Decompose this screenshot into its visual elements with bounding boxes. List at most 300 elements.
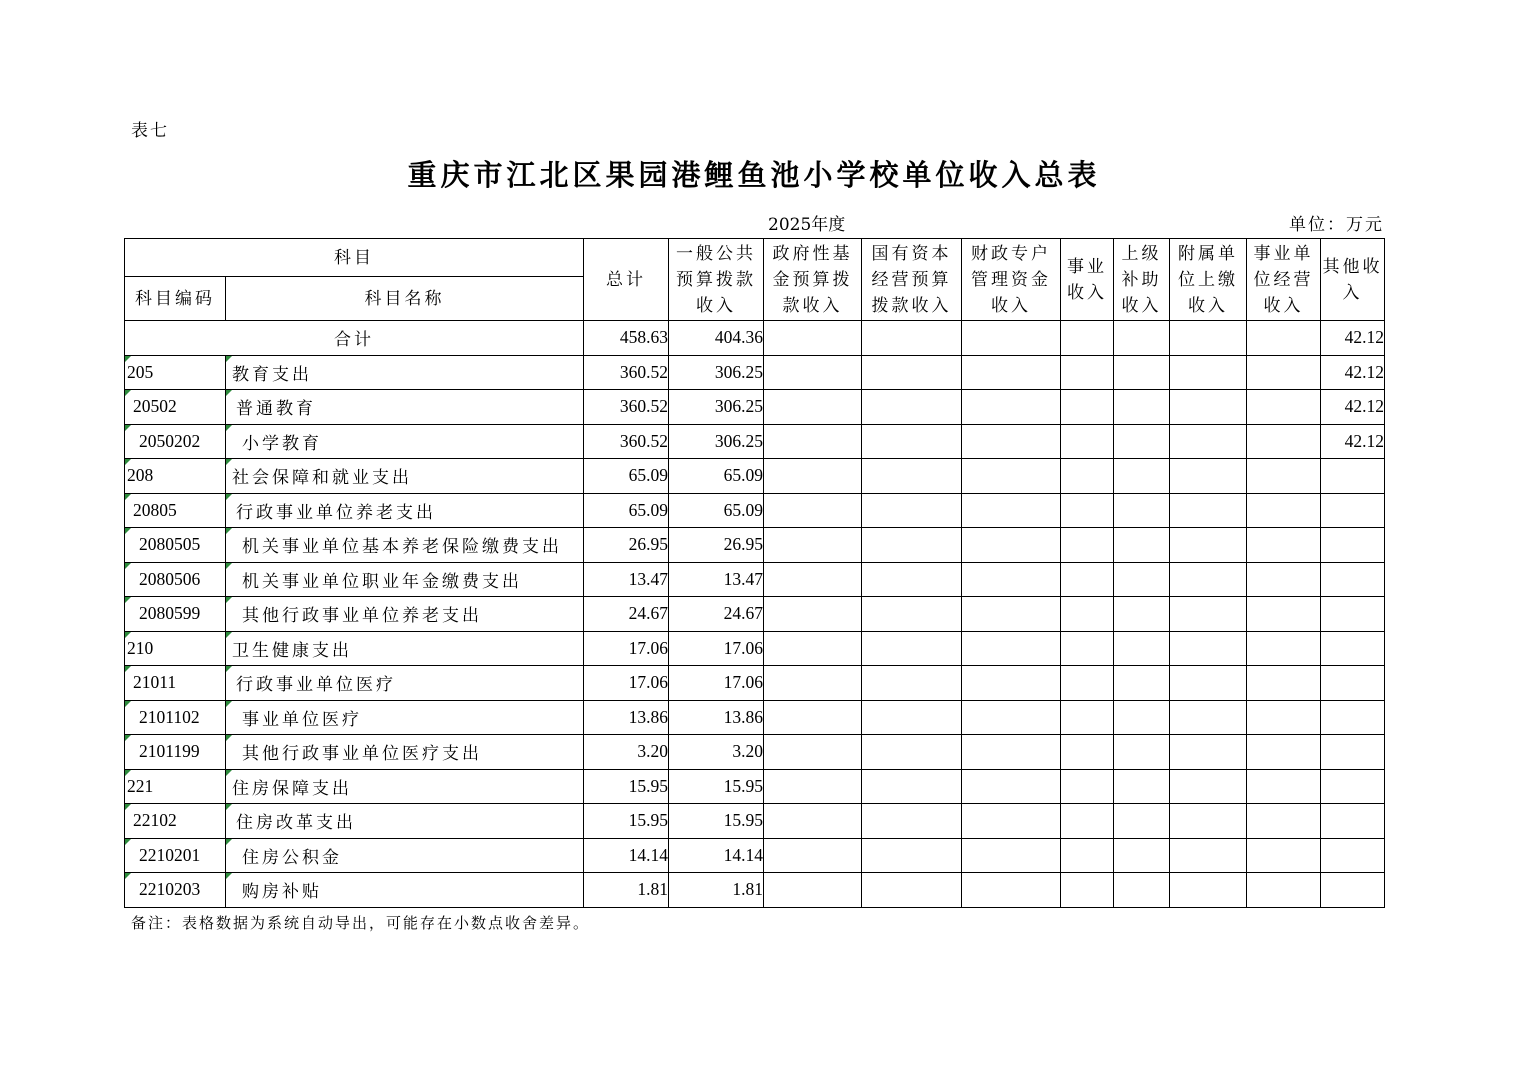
row-affiliated bbox=[1170, 804, 1247, 839]
table-row bbox=[125, 597, 1385, 632]
row-superior-subsidy bbox=[1114, 700, 1170, 735]
row-other bbox=[1321, 493, 1385, 528]
row-name bbox=[226, 459, 584, 494]
row-code-text: 22102 bbox=[133, 810, 177, 831]
row-total: 17.06 bbox=[584, 631, 669, 666]
row-code bbox=[125, 700, 226, 735]
row-fiscal-special bbox=[962, 597, 1061, 632]
row-business bbox=[1061, 528, 1114, 563]
row-code bbox=[125, 769, 226, 804]
row-state-capital bbox=[862, 769, 962, 804]
cell-marker-icon bbox=[125, 666, 131, 672]
row-code bbox=[125, 838, 226, 873]
row-name bbox=[226, 666, 584, 701]
row-state-capital bbox=[862, 459, 962, 494]
row-code-text: 20502 bbox=[133, 396, 177, 417]
row-total: 360.52 bbox=[584, 390, 669, 425]
total-cell-gov-fund bbox=[764, 321, 862, 356]
row-name bbox=[226, 735, 584, 770]
row-code bbox=[125, 424, 226, 459]
row-other bbox=[1321, 666, 1385, 701]
cell-marker-icon bbox=[125, 390, 131, 396]
row-code bbox=[125, 562, 226, 597]
row-name-text: 住房公积金 bbox=[242, 847, 342, 868]
row-total: 17.06 bbox=[584, 666, 669, 701]
row-other bbox=[1321, 528, 1385, 563]
header-subject: 科目 bbox=[125, 239, 584, 277]
row-name bbox=[226, 562, 584, 597]
total-cell-state-capital bbox=[862, 321, 962, 356]
row-code-text: 2101199 bbox=[139, 741, 200, 762]
row-name bbox=[226, 769, 584, 804]
row-fiscal-special bbox=[962, 355, 1061, 390]
table-row bbox=[125, 873, 1385, 908]
row-state-capital bbox=[862, 528, 962, 563]
fiscal-year: 2025年度 bbox=[768, 215, 846, 235]
row-business bbox=[1061, 493, 1114, 528]
row-superior-subsidy bbox=[1114, 597, 1170, 632]
row-affiliated bbox=[1170, 631, 1247, 666]
row-gov-fund bbox=[764, 873, 862, 908]
row-name-text: 事业单位医疗 bbox=[242, 709, 362, 730]
table-row bbox=[125, 528, 1385, 563]
row-gov-fund bbox=[764, 631, 862, 666]
row-state-capital bbox=[862, 597, 962, 632]
total-row bbox=[125, 321, 1385, 356]
row-business bbox=[1061, 666, 1114, 701]
row-affiliated bbox=[1170, 769, 1247, 804]
row-operation bbox=[1247, 735, 1321, 770]
row-code-text: 221 bbox=[127, 775, 154, 796]
row-total: 15.95 bbox=[584, 804, 669, 839]
row-gov-fund bbox=[764, 597, 862, 632]
row-superior-subsidy bbox=[1114, 804, 1170, 839]
row-code-text: 208 bbox=[127, 465, 154, 486]
row-general-budget: 306.25 bbox=[669, 424, 764, 459]
row-code-text: 2080505 bbox=[139, 534, 201, 555]
row-operation bbox=[1247, 769, 1321, 804]
row-fiscal-special bbox=[962, 873, 1061, 908]
row-operation bbox=[1247, 804, 1321, 839]
row-state-capital bbox=[862, 493, 962, 528]
row-superior-subsidy bbox=[1114, 424, 1170, 459]
row-other: 42.12 bbox=[1321, 390, 1385, 425]
row-business bbox=[1061, 873, 1114, 908]
cell-marker-icon bbox=[226, 528, 232, 534]
total-cell-operation bbox=[1247, 321, 1321, 356]
row-code-text: 2080599 bbox=[139, 603, 201, 624]
total-cell-fiscal-special bbox=[962, 321, 1061, 356]
total-label: 合计 bbox=[125, 321, 584, 356]
row-name bbox=[226, 597, 584, 632]
row-affiliated bbox=[1170, 355, 1247, 390]
row-name-text: 普通教育 bbox=[236, 399, 316, 420]
row-general-budget: 13.86 bbox=[669, 700, 764, 735]
row-business bbox=[1061, 562, 1114, 597]
row-other bbox=[1321, 838, 1385, 873]
row-fiscal-special bbox=[962, 390, 1061, 425]
cell-marker-icon bbox=[226, 735, 232, 741]
table-row bbox=[125, 459, 1385, 494]
row-code-text: 20805 bbox=[133, 499, 177, 520]
header-fiscal-special: 财政专户管理资金收入 bbox=[962, 239, 1061, 321]
unit-label: 单位：万元 bbox=[1289, 215, 1384, 235]
row-state-capital bbox=[862, 804, 962, 839]
row-other bbox=[1321, 700, 1385, 735]
income-summary-table bbox=[124, 238, 1385, 908]
row-name-text: 机关事业单位职业年金缴费支出 bbox=[242, 571, 522, 592]
row-general-budget: 13.47 bbox=[669, 562, 764, 597]
row-state-capital bbox=[862, 631, 962, 666]
row-code bbox=[125, 355, 226, 390]
row-name bbox=[226, 631, 584, 666]
row-operation bbox=[1247, 562, 1321, 597]
row-name-text: 行政事业单位医疗 bbox=[236, 675, 396, 696]
row-gov-fund bbox=[764, 424, 862, 459]
header-total: 总计 bbox=[584, 239, 669, 321]
cell-marker-icon bbox=[125, 770, 131, 776]
row-general-budget: 65.09 bbox=[669, 459, 764, 494]
header-business: 事业收入 bbox=[1061, 239, 1114, 321]
row-name-text: 机关事业单位基本养老保险缴费支出 bbox=[242, 537, 562, 558]
row-operation bbox=[1247, 631, 1321, 666]
cell-marker-icon bbox=[226, 459, 232, 465]
table-row bbox=[125, 631, 1385, 666]
row-name-text: 社会保障和就业支出 bbox=[232, 468, 412, 489]
row-total: 14.14 bbox=[584, 838, 669, 873]
row-general-budget: 17.06 bbox=[669, 631, 764, 666]
row-fiscal-special bbox=[962, 424, 1061, 459]
table-row bbox=[125, 424, 1385, 459]
row-name-text: 其他行政事业单位医疗支出 bbox=[242, 744, 482, 765]
row-other bbox=[1321, 735, 1385, 770]
table-row bbox=[125, 700, 1385, 735]
row-code bbox=[125, 528, 226, 563]
row-superior-subsidy bbox=[1114, 769, 1170, 804]
row-other: 42.12 bbox=[1321, 424, 1385, 459]
row-superior-subsidy bbox=[1114, 735, 1170, 770]
row-code-text: 21011 bbox=[133, 672, 177, 693]
row-affiliated bbox=[1170, 390, 1247, 425]
row-operation bbox=[1247, 424, 1321, 459]
row-code bbox=[125, 390, 226, 425]
row-affiliated bbox=[1170, 838, 1247, 873]
row-affiliated bbox=[1170, 873, 1247, 908]
row-total: 360.52 bbox=[584, 355, 669, 390]
table-body bbox=[125, 321, 1385, 908]
row-total: 15.95 bbox=[584, 769, 669, 804]
header-code: 科目编码 bbox=[125, 277, 226, 321]
row-gov-fund bbox=[764, 390, 862, 425]
header-general-budget: 一般公共预算拨款收入 bbox=[669, 239, 764, 321]
row-superior-subsidy bbox=[1114, 666, 1170, 701]
row-state-capital bbox=[862, 838, 962, 873]
row-operation bbox=[1247, 355, 1321, 390]
row-other bbox=[1321, 459, 1385, 494]
row-general-budget: 65.09 bbox=[669, 493, 764, 528]
header-gov-fund: 政府性基金预算拨款收入 bbox=[764, 239, 862, 321]
row-gov-fund bbox=[764, 355, 862, 390]
row-name-text: 其他行政事业单位养老支出 bbox=[242, 606, 482, 627]
cell-marker-icon bbox=[125, 356, 131, 362]
total-cell-superior-subsidy bbox=[1114, 321, 1170, 356]
row-code bbox=[125, 873, 226, 908]
row-general-budget: 3.20 bbox=[669, 735, 764, 770]
row-superior-subsidy bbox=[1114, 562, 1170, 597]
row-superior-subsidy bbox=[1114, 355, 1170, 390]
cell-marker-icon bbox=[226, 632, 232, 638]
row-fiscal-special bbox=[962, 459, 1061, 494]
header-other: 其他收入 bbox=[1321, 239, 1385, 321]
row-name bbox=[226, 838, 584, 873]
row-affiliated bbox=[1170, 700, 1247, 735]
table-row bbox=[125, 493, 1385, 528]
row-operation bbox=[1247, 838, 1321, 873]
row-name-text: 行政事业单位养老支出 bbox=[236, 502, 436, 523]
row-name bbox=[226, 493, 584, 528]
row-general-budget: 14.14 bbox=[669, 838, 764, 873]
row-fiscal-special bbox=[962, 528, 1061, 563]
cell-marker-icon bbox=[125, 597, 131, 603]
cell-marker-icon bbox=[125, 563, 131, 569]
row-fiscal-special bbox=[962, 493, 1061, 528]
row-total: 13.86 bbox=[584, 700, 669, 735]
row-name bbox=[226, 390, 584, 425]
row-gov-fund bbox=[764, 838, 862, 873]
cell-marker-icon bbox=[226, 390, 232, 396]
row-business bbox=[1061, 735, 1114, 770]
cell-marker-icon bbox=[226, 804, 232, 810]
row-code bbox=[125, 735, 226, 770]
row-fiscal-special bbox=[962, 769, 1061, 804]
row-name bbox=[226, 804, 584, 839]
row-total: 3.20 bbox=[584, 735, 669, 770]
row-business bbox=[1061, 804, 1114, 839]
row-total: 65.09 bbox=[584, 493, 669, 528]
row-name-text: 住房保障支出 bbox=[232, 778, 352, 799]
header-operation: 事业单位经营收入 bbox=[1247, 239, 1321, 321]
row-superior-subsidy bbox=[1114, 459, 1170, 494]
total-cell-general-budget: 404.36 bbox=[669, 321, 764, 356]
row-operation bbox=[1247, 459, 1321, 494]
row-total: 65.09 bbox=[584, 459, 669, 494]
row-fiscal-special bbox=[962, 562, 1061, 597]
cell-marker-icon bbox=[226, 666, 232, 672]
table-row bbox=[125, 562, 1385, 597]
row-gov-fund bbox=[764, 735, 862, 770]
row-affiliated bbox=[1170, 597, 1247, 632]
row-fiscal-special bbox=[962, 838, 1061, 873]
row-other bbox=[1321, 769, 1385, 804]
table-number-label: 表七 bbox=[131, 121, 169, 141]
row-gov-fund bbox=[764, 562, 862, 597]
cell-marker-icon bbox=[125, 425, 131, 431]
row-code-text: 210 bbox=[127, 637, 154, 658]
total-cell-other: 42.12 bbox=[1321, 321, 1385, 356]
row-other bbox=[1321, 562, 1385, 597]
row-gov-fund bbox=[764, 666, 862, 701]
cell-marker-icon bbox=[125, 873, 131, 879]
footnote: 备注：表格数据为系统自动导出，可能存在小数点收舍差异。 bbox=[131, 914, 591, 932]
row-general-budget: 15.95 bbox=[669, 769, 764, 804]
row-total: 13.47 bbox=[584, 562, 669, 597]
row-name bbox=[226, 424, 584, 459]
row-total: 24.67 bbox=[584, 597, 669, 632]
row-superior-subsidy bbox=[1114, 390, 1170, 425]
table-row bbox=[125, 769, 1385, 804]
cell-marker-icon bbox=[226, 597, 232, 603]
row-operation bbox=[1247, 700, 1321, 735]
row-state-capital bbox=[862, 700, 962, 735]
row-operation bbox=[1247, 493, 1321, 528]
row-business bbox=[1061, 838, 1114, 873]
row-name bbox=[226, 700, 584, 735]
row-code-text: 2210201 bbox=[139, 844, 201, 865]
row-state-capital bbox=[862, 424, 962, 459]
row-code bbox=[125, 597, 226, 632]
table-row bbox=[125, 390, 1385, 425]
row-affiliated bbox=[1170, 666, 1247, 701]
row-business bbox=[1061, 355, 1114, 390]
row-total: 26.95 bbox=[584, 528, 669, 563]
row-code-text: 2210203 bbox=[139, 879, 201, 900]
row-business bbox=[1061, 424, 1114, 459]
total-cell-total: 458.63 bbox=[584, 321, 669, 356]
row-gov-fund bbox=[764, 700, 862, 735]
row-gov-fund bbox=[764, 459, 862, 494]
row-name bbox=[226, 873, 584, 908]
row-general-budget: 306.25 bbox=[669, 355, 764, 390]
cell-marker-icon bbox=[125, 839, 131, 845]
row-business bbox=[1061, 459, 1114, 494]
header-name: 科目名称 bbox=[226, 277, 584, 321]
row-code bbox=[125, 459, 226, 494]
row-state-capital bbox=[862, 735, 962, 770]
header-affiliated: 附属单位上缴收入 bbox=[1170, 239, 1247, 321]
cell-marker-icon bbox=[125, 804, 131, 810]
row-other bbox=[1321, 873, 1385, 908]
cell-marker-icon bbox=[226, 494, 232, 500]
row-general-budget: 1.81 bbox=[669, 873, 764, 908]
row-other bbox=[1321, 597, 1385, 632]
row-superior-subsidy bbox=[1114, 493, 1170, 528]
row-name bbox=[226, 355, 584, 390]
row-fiscal-special bbox=[962, 666, 1061, 701]
cell-marker-icon bbox=[226, 873, 232, 879]
row-total: 1.81 bbox=[584, 873, 669, 908]
row-gov-fund bbox=[764, 804, 862, 839]
row-fiscal-special bbox=[962, 631, 1061, 666]
row-state-capital bbox=[862, 355, 962, 390]
cell-marker-icon bbox=[226, 563, 232, 569]
row-superior-subsidy bbox=[1114, 631, 1170, 666]
page-title: 重庆市江北区果园港鲤鱼池小学校单位收入总表 bbox=[407, 158, 1101, 192]
row-business bbox=[1061, 390, 1114, 425]
cell-marker-icon bbox=[226, 425, 232, 431]
row-fiscal-special bbox=[962, 700, 1061, 735]
row-business bbox=[1061, 769, 1114, 804]
row-code bbox=[125, 666, 226, 701]
row-superior-subsidy bbox=[1114, 838, 1170, 873]
table-row bbox=[125, 355, 1385, 390]
row-affiliated bbox=[1170, 493, 1247, 528]
row-code-text: 205 bbox=[127, 361, 154, 382]
row-total: 360.52 bbox=[584, 424, 669, 459]
table-row bbox=[125, 838, 1385, 873]
row-state-capital bbox=[862, 666, 962, 701]
row-name-text: 住房改革支出 bbox=[236, 813, 356, 834]
row-name-text: 小学教育 bbox=[242, 433, 322, 454]
row-code bbox=[125, 804, 226, 839]
cell-marker-icon bbox=[125, 459, 131, 465]
row-superior-subsidy bbox=[1114, 873, 1170, 908]
row-code-text: 2080506 bbox=[139, 568, 201, 589]
row-general-budget: 15.95 bbox=[669, 804, 764, 839]
cell-marker-icon bbox=[125, 735, 131, 741]
row-name-text: 购房补贴 bbox=[242, 882, 322, 903]
row-code bbox=[125, 631, 226, 666]
row-name-text: 卫生健康支出 bbox=[232, 640, 352, 661]
cell-marker-icon bbox=[226, 770, 232, 776]
row-state-capital bbox=[862, 562, 962, 597]
row-code-text: 2050202 bbox=[139, 430, 201, 451]
row-name-text: 教育支出 bbox=[232, 364, 312, 385]
row-business bbox=[1061, 597, 1114, 632]
row-operation bbox=[1247, 390, 1321, 425]
row-fiscal-special bbox=[962, 804, 1061, 839]
cell-marker-icon bbox=[226, 356, 232, 362]
cell-marker-icon bbox=[226, 701, 232, 707]
table-row bbox=[125, 804, 1385, 839]
total-cell-affiliated bbox=[1170, 321, 1247, 356]
row-business bbox=[1061, 631, 1114, 666]
header-state-capital: 国有资本经营预算拨款收入 bbox=[862, 239, 962, 321]
row-operation bbox=[1247, 597, 1321, 632]
row-gov-fund bbox=[764, 493, 862, 528]
row-superior-subsidy bbox=[1114, 528, 1170, 563]
total-cell-business bbox=[1061, 321, 1114, 356]
row-gov-fund bbox=[764, 528, 862, 563]
row-general-budget: 26.95 bbox=[669, 528, 764, 563]
row-name bbox=[226, 528, 584, 563]
header-superior-subsidy: 上级补助收入 bbox=[1114, 239, 1170, 321]
row-code bbox=[125, 493, 226, 528]
header-row-1 bbox=[125, 239, 1385, 277]
cell-marker-icon bbox=[226, 839, 232, 845]
row-other bbox=[1321, 631, 1385, 666]
row-operation bbox=[1247, 666, 1321, 701]
row-fiscal-special bbox=[962, 735, 1061, 770]
row-affiliated bbox=[1170, 424, 1247, 459]
row-other: 42.12 bbox=[1321, 355, 1385, 390]
cell-marker-icon bbox=[125, 528, 131, 534]
row-affiliated bbox=[1170, 459, 1247, 494]
cell-marker-icon bbox=[125, 494, 131, 500]
row-affiliated bbox=[1170, 735, 1247, 770]
cell-marker-icon bbox=[125, 701, 131, 707]
row-gov-fund bbox=[764, 769, 862, 804]
row-affiliated bbox=[1170, 528, 1247, 563]
row-state-capital bbox=[862, 873, 962, 908]
row-general-budget: 17.06 bbox=[669, 666, 764, 701]
row-other bbox=[1321, 804, 1385, 839]
row-state-capital bbox=[862, 390, 962, 425]
row-business bbox=[1061, 700, 1114, 735]
row-operation bbox=[1247, 873, 1321, 908]
row-general-budget: 24.67 bbox=[669, 597, 764, 632]
row-code-text: 2101102 bbox=[139, 706, 200, 727]
cell-marker-icon bbox=[125, 632, 131, 638]
